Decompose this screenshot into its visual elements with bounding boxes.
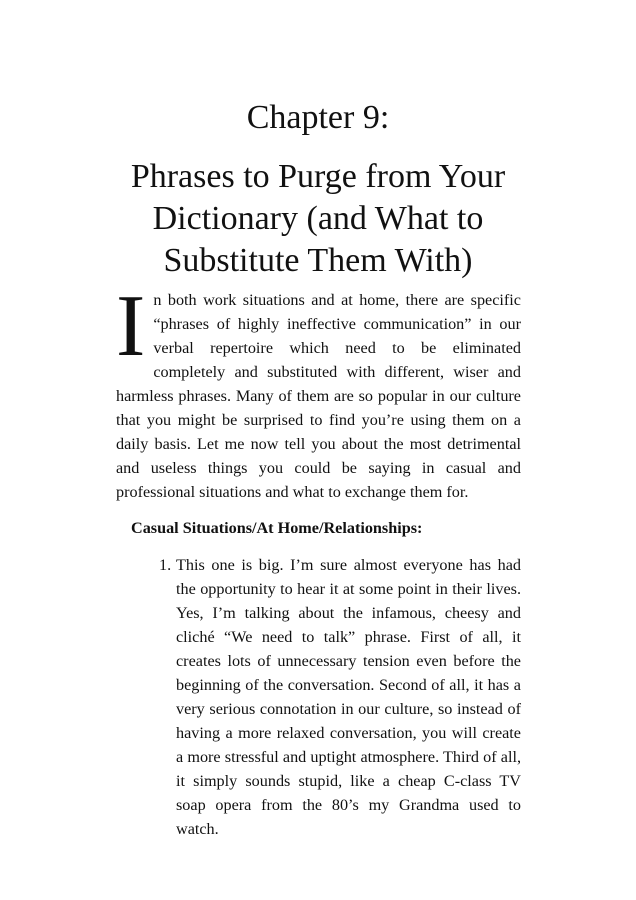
chapter-title-line: Phrases to Purge from Your bbox=[130, 158, 506, 195]
section-heading: Casual Situations/At Home/Relationships: bbox=[131, 519, 423, 537]
list-item-number: 1. bbox=[159, 556, 172, 574]
list-item-text: This one is big. I’m sure almost everyone has had the opportunity to hear it at some point in their lives. Yes, I’m talking about the infamous, cheesy and cliché “We need to talk” phrase. First of all, it creates lots of unnecessary tension even before the beginning of the conversation. Second of all, it has a very serious connotation in our culture, so instead of having a more relaxed conversation, you will create a more stressful and uptight atmosphere. Third of all, it simply sounds stupid, like a cheap C-class TV soap opera from the 80’s my Grandma used to watch. bbox=[176, 556, 521, 838]
chapter-number: Chapter 9: bbox=[246, 99, 390, 136]
numbered-list bbox=[159, 553, 521, 841]
chapter-title bbox=[118, 156, 518, 282]
list-item bbox=[159, 553, 521, 841]
chapter-title-line: Dictionary (and What to bbox=[152, 200, 484, 237]
drop-cap-letter: I bbox=[116, 278, 146, 375]
intro-text: n both work situations and at home, there are specific “phrases of highly ineffective communication” in our verbal repertoire which need to be eliminated completely and substituted with different, wiser and harmless phrases. Many of them are so popular in our culture that you might be surprised to find you’re using them on a daily basis. Let me now tell you about the most detrimental and useless things you could be saying in casual and professional situations and what to exchange them for. bbox=[116, 291, 521, 501]
intro-paragraph-block bbox=[116, 278, 521, 504]
intro-paragraph bbox=[116, 278, 521, 504]
chapter-title-line: Substitute Them With) bbox=[163, 242, 473, 279]
